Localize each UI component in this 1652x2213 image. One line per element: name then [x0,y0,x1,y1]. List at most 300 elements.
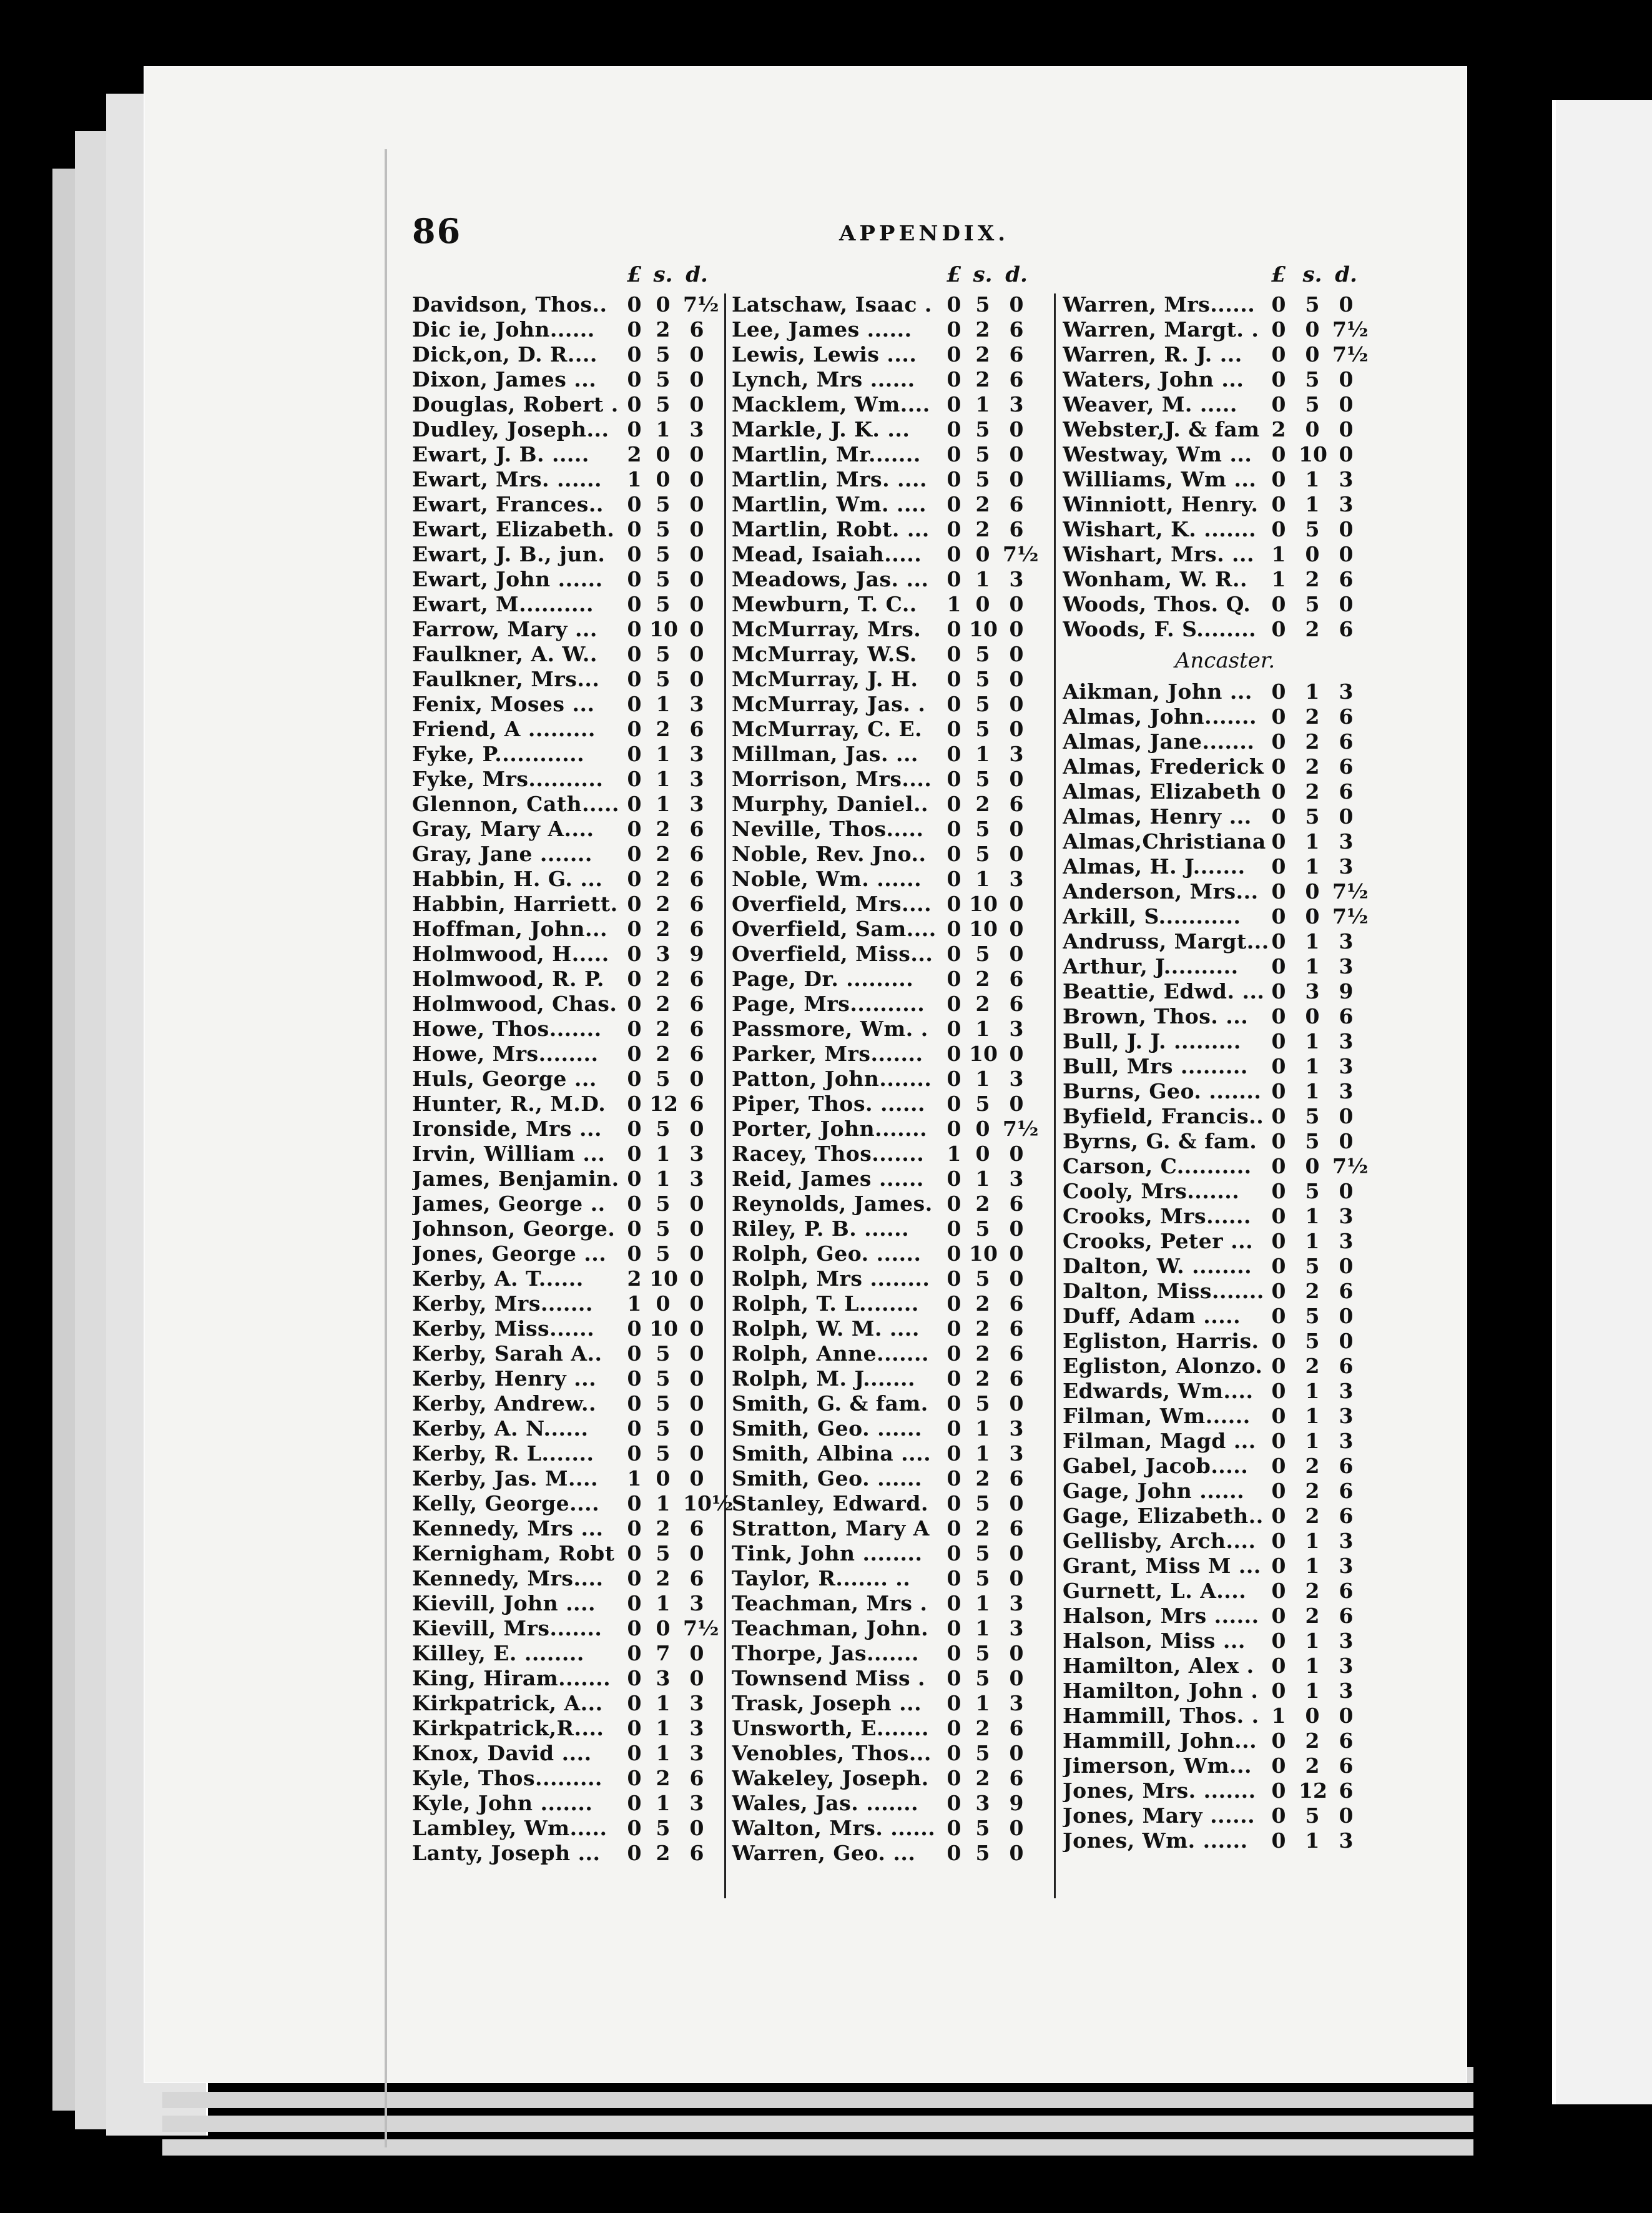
subscriber-name: Passmore, Wm. . [732,1017,928,1041]
subscriber-entry [412,1816,737,1841]
subscriber-entry [412,1366,737,1391]
subscriber-name: Beattie, Edwd. ... [1063,979,1265,1003]
subscriber-name: Rolph, Anne....... [732,1341,930,1366]
amount-pounds: 2 [627,442,642,466]
subscriber-name: Markle, J. K. ... [732,417,910,441]
amount-pence: 3 [1339,492,1354,516]
amount-pounds: 0 [1271,1354,1286,1378]
subscriber-entry [1063,904,1387,929]
subscriber-name: Lynch, Mrs ...... [732,367,915,392]
amount-shillings: 1 [656,1166,671,1191]
subscriber-entry [732,342,1056,367]
subscriber-entry [412,767,737,792]
amount-pounds: 0 [627,1042,642,1066]
amount-shillings: 1 [1305,492,1320,516]
amount-pence: 7½ [1332,342,1369,367]
amount-pence: 0 [1009,1816,1024,1840]
subscriber-name: Rolph, W. M. .... [732,1316,920,1341]
subscriber-entry [1063,1279,1387,1304]
amount-shillings: 2 [656,1766,671,1790]
subscriber-name: Jones, Wm. ...... [1063,1828,1248,1853]
subscriber-entry [412,392,737,417]
amount-pounds: 0 [946,392,961,416]
amount-pence: 3 [1339,1054,1354,1078]
amount-pounds: 0 [1271,1479,1286,1503]
subscriber-entry [1063,1479,1387,1504]
amount-shillings: 1 [1305,1429,1320,1453]
amount-pounds: 0 [627,492,642,516]
amount-shillings: 2 [975,1341,990,1366]
amount-shillings: 1 [656,417,671,441]
amount-pence: 3 [689,1591,704,1615]
subscriber-name: Warren, Mrs...... [1063,292,1256,317]
subscriber-name: Smith, Geo. ...... [732,1466,923,1491]
amount-pence: 6 [1339,754,1354,779]
amount-pounds: 0 [946,867,961,891]
subscriber-name: Taylor, R....... .. [732,1566,911,1590]
amount-pence: 6 [689,917,704,941]
amount-shillings: 1 [1305,1404,1320,1428]
amount-pounds: 0 [1271,979,1286,1003]
amount-pounds: 0 [627,342,642,367]
amount-shillings: 1 [1305,829,1320,854]
amount-pence: 3 [689,792,704,816]
amount-pounds: 0 [627,867,642,891]
amount-shillings: 2 [975,1366,990,1391]
amount-shillings: 1 [1305,1029,1320,1053]
amount-pence: 3 [689,1141,704,1166]
subscriber-entry [412,1666,737,1691]
subscriber-entry [732,392,1056,417]
amount-shillings: 10 [969,1241,998,1266]
amount-pounds: 0 [1271,1029,1286,1053]
amount-pounds: 0 [1271,1828,1286,1853]
subscriber-entry [732,467,1056,492]
amount-pence: 0 [1009,1391,1024,1416]
amount-shillings: 2 [975,1516,990,1540]
subscriber-name: Kerby, Miss...... [412,1316,595,1341]
amount-pence: 6 [1009,492,1024,516]
amount-pounds: 0 [946,292,961,317]
amount-pounds: 0 [946,1591,961,1615]
amount-pence: 9 [1339,979,1354,1003]
amount-pounds: 0 [1271,904,1286,929]
amount-pounds: 0 [627,1541,642,1565]
amount-pence: 3 [1009,742,1024,766]
amount-shillings: 5 [656,567,671,591]
subscriber-name: Kerby, A. T...... [412,1266,584,1291]
amount-pence: 3 [1339,1554,1354,1578]
amount-shillings: 2 [1305,1604,1320,1628]
subscriber-name: Kelly, George.... [412,1491,600,1516]
subscriber-name: Noble, Wm. ...... [732,867,922,891]
subscriber-entry [412,892,737,917]
amount-pence: 3 [1339,1029,1354,1053]
amount-pounds: 0 [946,992,961,1016]
amount-shillings: 2 [656,967,671,991]
page-fold-line [385,149,387,2147]
subscriber-entry [1063,1154,1387,1179]
amount-pounds: 0 [627,1316,642,1341]
amount-pence: 0 [689,1391,704,1416]
amount-shillings: 1 [1305,854,1320,879]
amount-pence: 0 [1009,592,1024,616]
subscriber-name: Hammill, Thos. . [1063,1703,1259,1728]
amount-pence: 0 [689,642,704,666]
subscriber-name: Martlin, Mrs. .... [732,467,928,491]
subscriber-name: Ewart, J. B., jun. [412,542,606,566]
subscriber-name: Martlin, Wm. .... [732,492,927,516]
amount-shillings: 2 [656,892,671,916]
subscriber-entry [412,1441,737,1466]
amount-pence: 0 [689,367,704,392]
subscriber-name: Teachman, Mrs . [732,1591,928,1615]
subscriber-name: Burns, Geo. ....... [1063,1079,1262,1103]
amount-shillings: 0 [656,467,671,491]
amount-pounds: 0 [1271,317,1286,342]
subscriber-name: Porter, John....... [732,1116,928,1141]
subscriber-entry [412,842,737,867]
subscriber-name: Martlin, Mr....... [732,442,921,466]
subscriber-entry [412,292,737,317]
amount-pounds: 0 [627,967,642,991]
amount-pence: 0 [689,1116,704,1141]
amount-pounds: 0 [946,1616,961,1640]
amount-pounds: 0 [627,367,642,392]
amount-pence: 0 [1009,767,1024,791]
amount-shillings: 1 [975,1616,990,1640]
amount-pence: 6 [1009,1316,1024,1341]
subscriber-name: Hoffman, John... [412,917,607,941]
amount-shillings: 5 [656,1116,671,1141]
subscriber-entry [732,1042,1056,1067]
subscriber-name: McMurray, J. H. [732,667,918,691]
amount-pounds: 0 [946,1666,961,1690]
subscriber-entry [732,892,1056,917]
amount-shillings: 5 [975,1666,990,1690]
amount-pence: 0 [689,1816,704,1840]
subscriber-name: Lewis, Lewis .... [732,342,917,367]
amount-pence: 6 [1339,1728,1354,1753]
amount-pence: 0 [1009,642,1024,666]
amount-pence: 0 [1339,804,1354,829]
amount-pence: 0 [689,1241,704,1266]
amount-shillings: 1 [975,1591,990,1615]
subscriber-name: Meadows, Jas. ... [732,567,929,591]
subscriber-name: Waters, John ... [1063,367,1244,392]
amount-pence: 0 [689,392,704,416]
subscriber-entry [412,1591,737,1616]
amount-pence: 3 [1339,1079,1354,1103]
subscriber-name: Westway, Wm ... [1063,442,1252,466]
subscriber-name: Mead, Isaiah..... [732,542,922,566]
amount-pence: 6 [1339,1778,1354,1803]
subscriber-entry [412,792,737,817]
amount-pence: 0 [689,1466,704,1491]
amount-pence: 3 [1339,1828,1354,1853]
amount-pence: 0 [689,1216,704,1241]
amount-pence: 0 [1009,442,1024,466]
amount-pounds: 0 [946,1241,961,1266]
amount-pounds: 0 [946,1316,961,1341]
subscriber-name: McMurray, C. E. [732,717,923,741]
amount-pence: 6 [1339,1004,1354,1028]
subscriber-entry [1063,854,1387,879]
subscriber-name: Howe, Thos....... [412,1017,602,1041]
subscriber-name: James, George .. [412,1191,606,1216]
subscriber-name: Mewburn, T. C.. [732,592,917,616]
subscriber-name: Patton, John....... [732,1067,932,1091]
subscriber-entry [412,817,737,842]
amount-pounds: 0 [627,1591,642,1615]
subscriber-entry [412,642,737,667]
subscriber-entry [1063,829,1387,854]
amount-shillings: 1 [656,1791,671,1815]
subscriber-name: Andruss, Margt... [1063,929,1269,954]
amount-pounds: 0 [1271,804,1286,829]
subscriber-entry [732,1316,1056,1341]
amount-pounds: 0 [627,1241,642,1266]
subscriber-name: Hammill, John... [1063,1728,1257,1753]
subscriber-name: Egliston, Harris. [1063,1329,1259,1353]
amount-pounds: 0 [946,1366,961,1391]
amount-pence: 0 [689,517,704,541]
amount-pence: 0 [689,1441,704,1466]
subscriber-name: Fyke, Mrs.......... [412,767,604,791]
amount-pounds: 0 [1271,1529,1286,1553]
amount-pence: 6 [689,1042,704,1066]
amount-pence: 0 [689,1266,704,1291]
amount-shillings: 2 [975,1316,990,1341]
amount-shillings: 0 [975,1141,990,1166]
subscriber-name: Stanley, Edward. [732,1491,928,1516]
amount-pence: 0 [1339,1803,1354,1828]
subscriber-name: Dudley, Joseph... [412,417,609,441]
subscriber-entry [732,992,1056,1017]
amount-pounds: 0 [946,1491,961,1516]
facing-page-edge [1552,100,1652,2104]
subscriber-entry [732,717,1056,742]
subscriber-entry [1063,1803,1387,1828]
subscriber-name: Gray, Mary A.... [412,817,594,841]
amount-pence: 6 [1009,1291,1024,1316]
amount-pounds: 0 [946,342,961,367]
amount-pounds: 0 [627,517,642,541]
subscriber-name: Knox, David .... [412,1741,592,1765]
pence-header: d. [1335,262,1357,287]
amount-pounds: 0 [946,917,961,941]
subscriber-entry [732,1191,1056,1216]
subscriber-name: Almas, H. J....... [1063,854,1246,879]
subscriber-entry [732,1416,1056,1441]
subscriber-name: Hunter, R., M.D. [412,1092,606,1116]
amount-pounds: 0 [946,417,961,441]
amount-pounds: 0 [946,567,961,591]
amount-pounds: 0 [627,692,642,716]
subscriber-column-2 [732,262,1056,1866]
subscriber-entry [1063,1678,1387,1703]
amount-pounds: 0 [1271,829,1286,854]
subscriber-entry [1063,492,1387,517]
subscriber-entry [1063,1579,1387,1604]
amount-shillings: 5 [975,467,990,491]
amount-pounds: 0 [627,1391,642,1416]
amount-pounds: 1 [1271,542,1286,566]
subscriber-entry [412,1241,737,1266]
subscriber-name: Lee, James ...... [732,317,912,342]
subscriber-name: Hamilton, John . [1063,1678,1259,1703]
subscriber-name: Aikman, John ... [1063,679,1252,704]
amount-pence: 0 [689,1641,704,1665]
page-header [412,211,1361,249]
amount-shillings: 3 [656,942,671,966]
amount-shillings: 2 [975,967,990,991]
amount-pence: 0 [1339,1129,1354,1153]
subscriber-entry [732,367,1056,392]
subscriber-name: Overfield, Miss... [732,942,933,966]
subscriber-name: Anderson, Mrs... [1063,879,1259,904]
subscriber-name: Kyle, John ....... [412,1791,593,1815]
amount-pounds: 0 [627,742,642,766]
amount-shillings: 1 [975,1416,990,1441]
amount-pounds: 0 [946,617,961,641]
amount-shillings: 2 [1305,1579,1320,1603]
amount-pounds: 1 [627,1466,642,1491]
amount-shillings: 5 [1305,1803,1320,1828]
subscriber-name: Woods, Thos. Q. [1063,592,1251,616]
amount-pence: 6 [1009,1716,1024,1740]
amount-pounds: 0 [1271,929,1286,954]
subscriber-entry [1063,1129,1387,1154]
amount-pence: 0 [689,342,704,367]
amount-pounds: 0 [946,1691,961,1715]
subscriber-name: Rolph, T. L........ [732,1291,919,1316]
amount-pence: 6 [689,817,704,841]
subscriber-entry [732,317,1056,342]
amount-shillings: 10 [1299,442,1327,466]
page-number: 86 [412,211,462,251]
pounds-header: £ [627,262,642,287]
subscriber-entry [732,1166,1056,1191]
subscriber-entry [412,1266,737,1291]
subscriber-name: Warren, Geo. ... [732,1841,916,1865]
amount-shillings: 12 [1299,1778,1327,1803]
amount-pence: 3 [1009,1416,1024,1441]
amount-shillings: 2 [656,817,671,841]
subscriber-entry [732,1666,1056,1691]
amount-shillings: 1 [1305,1229,1320,1253]
subscriber-entry [1063,704,1387,729]
amount-shillings: 10 [649,1316,678,1341]
subscriber-name: Morrison, Mrs.... [732,767,932,791]
amount-pence: 0 [1339,1304,1354,1328]
subscriber-entry [732,442,1056,467]
amount-pounds: 0 [946,1716,961,1740]
amount-shillings: 2 [975,1466,990,1491]
amount-pence: 0 [1339,442,1354,466]
amount-pence: 0 [1009,1641,1024,1665]
amount-pence: 3 [1009,1616,1024,1640]
subscriber-entry [732,1092,1056,1116]
amount-pence: 0 [1339,292,1354,317]
subscriber-entry [732,1491,1056,1516]
subscriber-entry [732,417,1056,442]
amount-pence: 7½ [1332,904,1369,929]
pounds-header: £ [946,262,961,287]
subscriber-name: Weaver, M. ..... [1063,392,1237,416]
amount-pence: 3 [1009,1067,1024,1091]
subscriber-entry [412,467,737,492]
amount-pence: 0 [689,1191,704,1216]
currency-header [732,262,1056,292]
subscriber-entry [732,1766,1056,1791]
subscriber-name: Trask, Joseph ... [732,1691,922,1715]
amount-shillings: 5 [656,642,671,666]
amount-pounds: 1 [946,1141,961,1166]
subscriber-name: Davidson, Thos.. [412,292,607,317]
amount-shillings: 5 [656,1541,671,1565]
amount-shillings: 3 [656,1666,671,1690]
subscriber-name: Filman, Magd ... [1063,1429,1256,1453]
amount-shillings: 5 [1305,292,1320,317]
amount-pence: 0 [1009,1491,1024,1516]
amount-shillings: 0 [1305,1703,1320,1728]
amount-shillings: 1 [656,1491,671,1516]
subscriber-name: Piper, Thos. ...... [732,1092,925,1116]
amount-pounds: 0 [946,1816,961,1840]
subscriber-entry [732,1291,1056,1316]
subscriber-entry [732,1241,1056,1266]
amount-shillings: 5 [1305,1104,1320,1128]
amount-pounds: 0 [1271,1654,1286,1678]
amount-pounds: 0 [946,1191,961,1216]
amount-pounds: 0 [1271,1054,1286,1078]
amount-shillings: 2 [1305,704,1320,729]
subscriber-name: Walton, Mrs. ...... [732,1816,936,1840]
amount-pounds: 0 [627,917,642,941]
amount-shillings: 5 [975,292,990,317]
amount-shillings: 1 [1305,954,1320,978]
subscriber-name: Millman, Jas. ... [732,742,918,766]
book-page-edge [162,2116,1473,2132]
amount-shillings: 5 [656,1441,671,1466]
subscriber-name: Byfield, Francis.. [1063,1104,1264,1128]
subscriber-entry [412,567,737,592]
subscriber-entry [732,1067,1056,1092]
subscriber-entry [1063,1604,1387,1629]
amount-pounds: 0 [627,317,642,342]
amount-shillings: 0 [975,1116,990,1141]
amount-pounds: 0 [1271,729,1286,754]
amount-pence: 0 [1009,1566,1024,1590]
amount-shillings: 1 [975,567,990,591]
subscriber-name: Almas, Jane....... [1063,729,1255,754]
amount-pounds: 0 [946,817,961,841]
subscriber-name: Jones, George ... [412,1241,607,1266]
subscriber-entry [1063,1379,1387,1404]
amount-pounds: 0 [946,1291,961,1316]
amount-pence: 0 [1009,917,1024,941]
subscriber-name: Friend, A ......... [412,717,596,741]
amount-pounds: 0 [1271,1429,1286,1453]
subscriber-entry [412,1166,737,1191]
subscriber-entry [412,1691,737,1716]
amount-pence: 0 [689,1416,704,1441]
amount-shillings: 1 [1305,1079,1320,1103]
subscriber-name: Gage, John ...... [1063,1479,1245,1503]
amount-pounds: 0 [627,792,642,816]
amount-shillings: 2 [1305,1504,1320,1528]
